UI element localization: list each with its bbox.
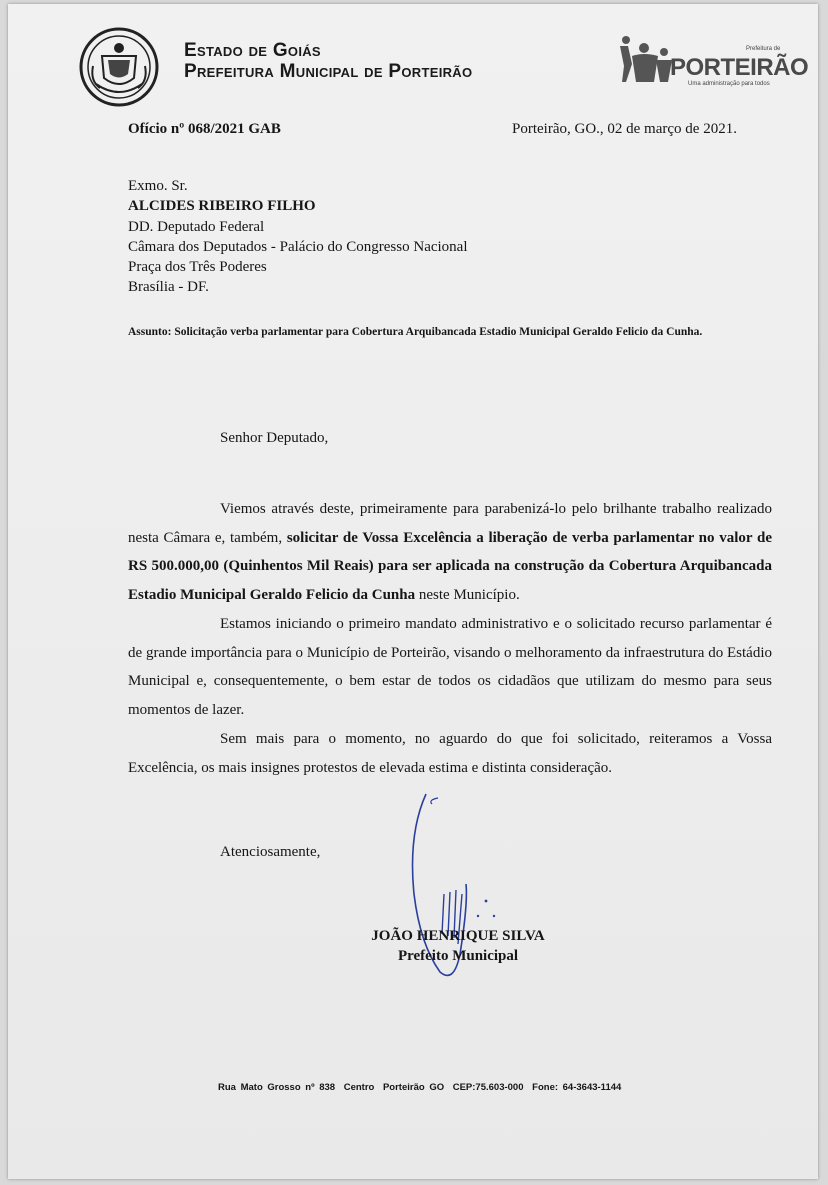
signer-name: JOÃO HENRIQUE SILVA bbox=[371, 928, 545, 944]
footer-cep: CEP:75.603-000 bbox=[452, 1082, 524, 1093]
recipient-salutation: Exmo. Sr. bbox=[128, 178, 188, 194]
paragraph-1-outro: neste Município. bbox=[415, 586, 520, 603]
footer-address bbox=[218, 1082, 625, 1093]
greeting: Senhor Deputado, bbox=[220, 430, 329, 446]
letter-body bbox=[128, 495, 772, 782]
signer-block bbox=[328, 926, 588, 966]
footer-street: Rua Mato Grosso nº 838 bbox=[218, 1082, 336, 1093]
signer-role: Prefeito Municipal bbox=[397, 948, 519, 964]
place-date: Porteirão, GO., 02 de março de 2021. bbox=[512, 121, 737, 137]
subject-line: Assunto: Solicitação verba parlamentar para Cobertura Arquibancada Estadio Municipal Geraldo Felicio da Cunha. bbox=[128, 326, 703, 338]
paragraph-3: Sem mais para o momento, no aguardo do que foi solicitado, reiteramos a Vossa Excelência, os mais insignes protestos de elevada estima e distinta consideração. bbox=[128, 731, 772, 776]
closing: Atenciosamente, bbox=[220, 844, 321, 860]
paragraph-1-intro: Viemos através deste, primeiramente para parabenizá-lo pelo brilhante trabalho realizado nesta Câmara e, também, bbox=[128, 501, 772, 546]
logo-small-text: Prefeitura de bbox=[746, 46, 781, 52]
document-page bbox=[8, 4, 818, 1179]
office-number: Ofício nº 068/2021 GAB bbox=[128, 121, 281, 137]
recipient-name: ALCIDES RIBEIRO FILHO bbox=[128, 198, 316, 215]
recipient-title: DD. Deputado Federal bbox=[128, 218, 265, 235]
municipal-crest-icon bbox=[78, 26, 160, 108]
header-municipality: Prefeitura Municipal de Porteirão bbox=[184, 61, 473, 82]
paragraph-2: Estamos iniciando o primeiro mandato administrativo e o solicitado recurso parlamentar é de grande importância para o Município de Porteirão, visando o melhoramento da infraestrutura do Estádio Municipal e, consequentemente, o bem estar de todos os cidadãos que utilizam do mesmo para seus momentos de lazer. bbox=[128, 616, 772, 718]
logo-name: PORTEIRÃO bbox=[670, 54, 809, 81]
header-state: Estado de Goiás bbox=[184, 40, 321, 61]
recipient-block bbox=[128, 176, 468, 298]
paragraph-1-highlight: solicitar de Vossa Excelência a liberação de verba parlamentar no valor de RS 500.000,00 (Quinhentos Mil Reais) para ser aplicada na construção da Cobertura Arquibancada Estadio Municipal Geraldo Felicio da Cunha bbox=[128, 529, 772, 603]
logo-tagline: Uma administração para todos bbox=[688, 81, 770, 87]
porteirao-logo bbox=[614, 34, 809, 104]
footer-phone: Fone: 64-3643-1144 bbox=[532, 1082, 622, 1093]
paragraph-1 bbox=[128, 495, 772, 609]
recipient-institution: Câmara dos Deputados - Palácio do Congresso Nacional bbox=[128, 238, 468, 255]
footer-district: Centro bbox=[343, 1082, 375, 1093]
footer-city: Porteirão GO bbox=[382, 1082, 445, 1093]
recipient-city: Brasília - DF. bbox=[128, 279, 209, 296]
recipient-street: Praça dos Três Poderes bbox=[128, 259, 267, 276]
